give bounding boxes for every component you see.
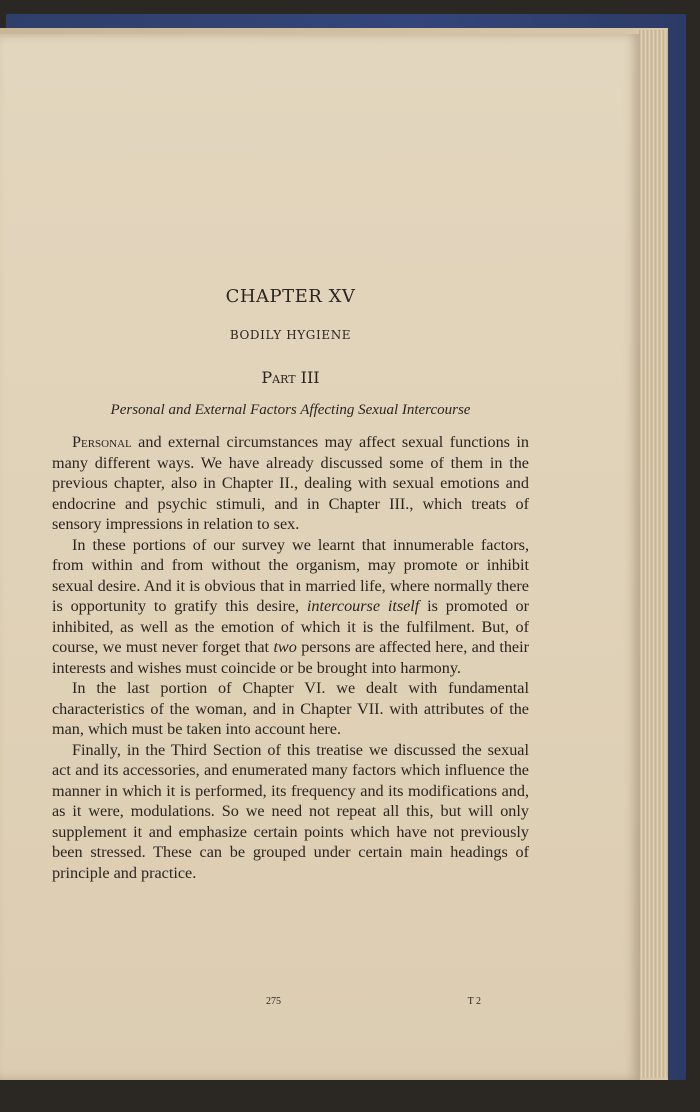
paragraph: [52, 535, 529, 679]
page-edges: [636, 30, 668, 1078]
emphasis-text: intercourse itself: [306, 597, 420, 615]
emphasis-text: two: [273, 638, 297, 656]
paragraph-text: is promoted or inhibited, as well as the emotion of which it is the fulfilment. But, of course, we must never forget that: [52, 597, 530, 656]
paragraph: In the last portion of Chapter VI. we dealt with fundamental characteristics of the woman, and in Chapter VII. with attributes of the man, which must be taken into account here.: [52, 679, 529, 738]
book-page: [0, 34, 640, 1080]
part-heading: Part III: [261, 368, 320, 387]
paragraph: Finally, in the Third Section of this treatise we discussed the sexual act and its accessories, and enumerated many factors which influence the manner in which it is performed, its frequency and its modifications and, as it were, modulations. So we need not repeat all this, but will only supplement it and emphasize certain points which have not previously been stressed. These can be grouped under certain main headings of principle and practice.: [52, 740, 529, 882]
paragraph-text: In these portions of our survey we learnt that innumerable factors, from within and from without the organism, may promote or inhibit sexual desire. And it is obvious that in married life, where normally there is opportunity to gratify this desire,: [52, 535, 529, 615]
signature-mark: T 2: [467, 996, 481, 1007]
section-title: Personal and External Factors Affecting Sexual Intercourse: [110, 402, 471, 418]
paragraph: [52, 432, 529, 535]
paragraph-text: persons are affected here, and their interests and wishes must coincide or be brought into harmony.: [52, 638, 530, 677]
page-number: 275: [266, 996, 281, 1007]
paragraph-text: and external circumstances may affect sexual functions in many different ways. We have already discussed some of them in the previous chapter, also in Chapter II., dealing with sexual emotions and endocrine and psychic stimuli, and in Chapter III., which treats of sensory impressions in relation to sex.: [52, 433, 529, 533]
lead-word: Personal: [72, 433, 132, 451]
chapter-heading: CHAPTER XV: [225, 286, 356, 307]
chapter-subtitle: BODILY HYGIENE: [229, 328, 352, 342]
body-text: [52, 432, 529, 883]
